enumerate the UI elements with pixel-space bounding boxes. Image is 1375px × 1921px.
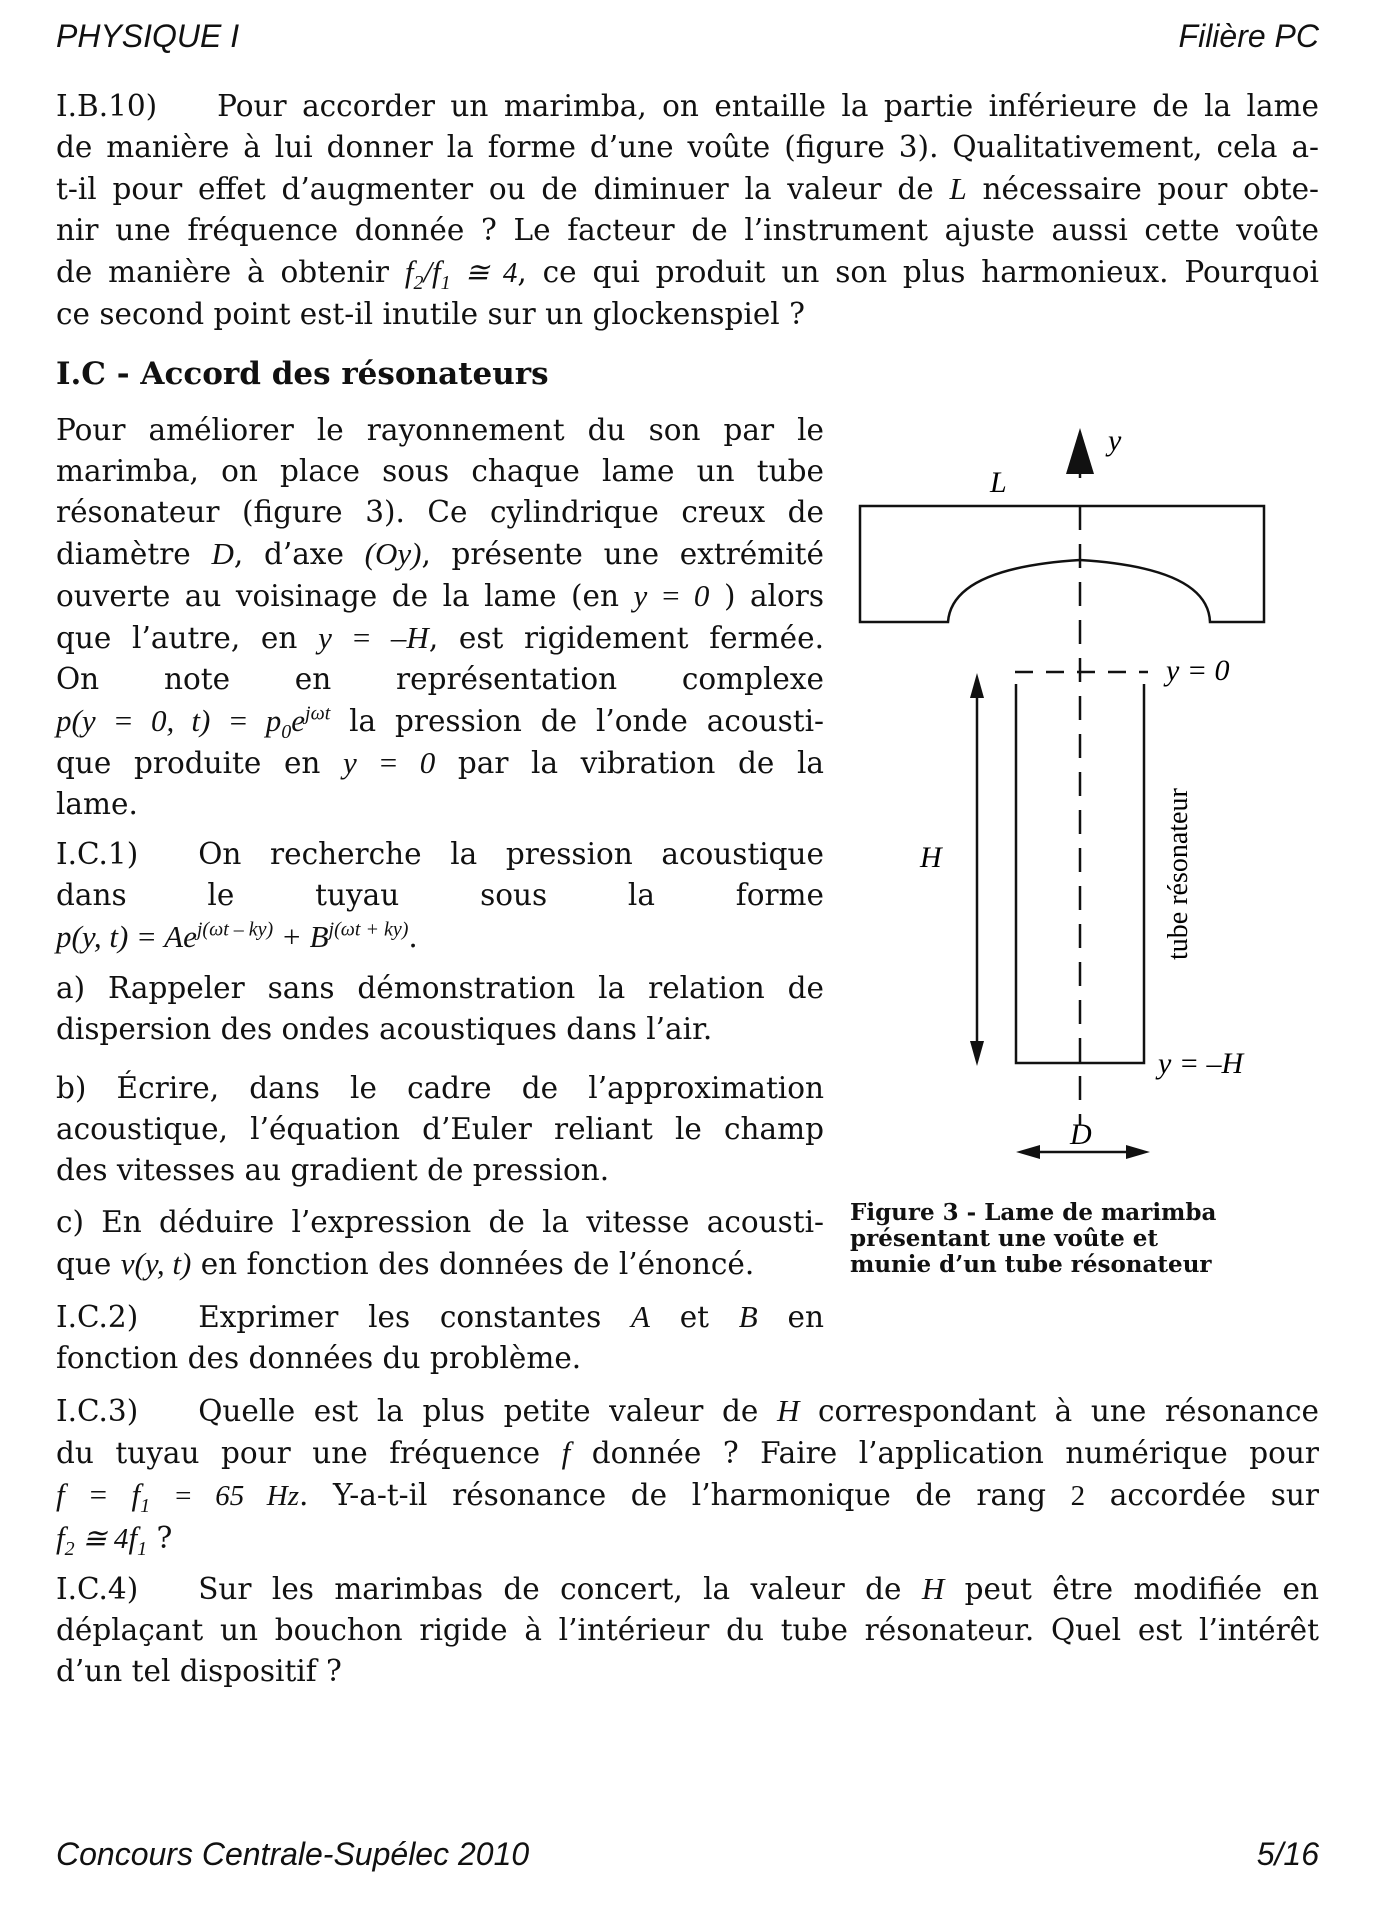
math-L: L [949,171,967,206]
question-IC1-c: c) En déduire l’expression de la vitesse acousti- que v(y, t) en fonction des données de l’énoncé. [56,1205,824,1281]
question-IB10-line-4: nir une fréquence donnée ? Le facteur de l’instrument ajuste aussi cette voûte [56,213,1319,247]
question-IC4: I.C.4) Sur les marimbas de concert, la valeur de H peut être modifiée en déplaçant un bouchon rigide à l’intérieur du tube résonateur. Quel est l’intérêt d’un tel dispositif ? [56,1571,1319,1688]
question-IC1: I.C.1) On recherche la pression acoustique dans le tuyau sous la forme p(y, $t) = Ae^{j(\omega t - ky)} + B^{j(\omega t + ky)}$. [56,837,824,954]
question-IB10-line-1: I.B.10) Pour accorder un marimba, on entaille la partie inférieure de la lame [56,89,1319,123]
question-IC1-a: a) Rappeler sans démonstration la relation de dispersion des ondes acoustiques dans l’air. [56,971,824,1046]
marimba-bar [860,506,1264,622]
footer-page-number: 5/16 [1256,1836,1319,1872]
math-pressure-field: p(y, $t) = Ae^{j(\omega t - ky)} + B^{j(\omega t + ky)}$ [56,918,409,954]
y0-label: y = 0 [1166,654,1230,687]
question-label: I.B.10) [56,89,158,123]
H-arrow-top [970,673,984,698]
question-label: I.C.1) [56,837,139,871]
intro-paragraph: Pour améliorer le rayonnement du son par le marimba, on place sous chaque lame un tube résonateur (figure 3). Ce cylindrique creux de diamètre D, d’axe (Oy), présente une extrémité ouverte au voisinage de la lame (en y = 0 ) alors que l’autre, en y = –H, est rigidement fermée. On note en représentation complexe p(y = 0, $t) = p_0e^{j\omega t}$ la pression de l’onde acousti- que produite en y = 0 par la vibration de la lame. [56,413,824,821]
tube-label: tube résonateur [1163,788,1194,960]
H-label: H [920,841,942,874]
question-IC1-b: b) Écrire, dans le cadre de l’approximation acoustique, l’équation d’Euler reliant le champ des vitesses au gradient de pression. [56,1071,824,1187]
question-IB10-line-6: ce second point est-il inutile sur un glockenspiel ? [56,297,805,331]
question-IB10-line-5: de manière à obtenir $f_2/f_1$ ≅ 4, ce qui produit un son plus harmonieux. Pourquoi [56,254,1319,295]
L-label: L [990,466,1007,499]
question-IB10-line-2: de manière à lui donner la forme d’une voûte (figure 3). Qualitativement, cela a- [56,130,1319,164]
figure-3-caption: Figure 3 - Lame de marimba présentant une voûte et munie d’un tube résonateur [850,1199,1217,1278]
question-label: I.C.2) [56,1300,139,1334]
question-label: I.C.4) [56,1572,139,1606]
D-arrow-right [1126,1145,1150,1159]
footer-exam: Concours Centrale-Supélec 2010 [56,1836,530,1872]
math-f1: $f = f_1 = 65$ Hz [56,1477,300,1518]
y-axis-arrowhead [1066,428,1094,474]
D-arrow-left [1016,1145,1040,1159]
header-track: Filière PC [1178,18,1319,54]
question-IC2: I.C.2) Exprimer les constantes A et B en fonction des données du problème. [56,1299,824,1375]
math-f2: $f_2$ ≅ $4f_1$ [56,1520,148,1561]
question-IC3: I.C.3) Quelle est la plus petite valeur de H correspondant à une résonance du tuyau pour une fréquence f donnée ? Faire l’application numérique pour $f = f_1 = 65$ Hz. Y-a-t-il résonance de l’harmonique de rang 2 accordée sur $f_2$ ≅ $4f_1$ ? [56,1393,1320,1561]
section-title: I.C - Accord des résonateurs [56,356,549,392]
y-axis-label: y [1108,424,1122,457]
D-label: D [1070,1118,1092,1151]
H-arrow-bottom [970,1041,984,1066]
y-minus-H-label: y = –H [1158,1047,1244,1080]
header-subject: PHYSIQUE I [56,18,240,54]
question-label: I.C.3) [56,1394,139,1428]
math-ratio: $f_2/f_1$ ≅ 4 [404,254,518,295]
question-IB10-line-3: t-il pour effet d’augmenter ou de diminuer la valeur de L nécessaire pour obte- [56,171,1319,206]
math-pressure-source: p(y = 0, $t) = p_0e^{j\omega t}$ [56,702,331,744]
